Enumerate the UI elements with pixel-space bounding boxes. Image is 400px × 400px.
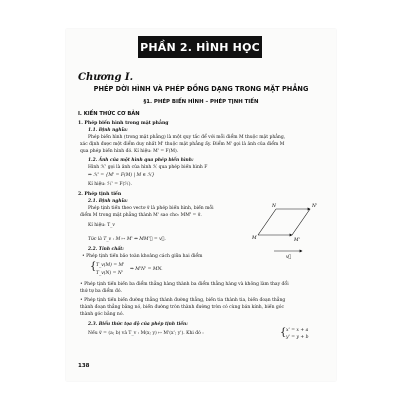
translation-prop-line: thành góc bằng nó. [80, 312, 124, 317]
translation-prop-heading: 2.2. Tính chất: [88, 247, 124, 252]
translation-prop-line: thứ tự ba điểm đó. [80, 289, 122, 294]
translation-coord-heading: 2.3. Biểu thức tọa độ của phép tịnh tiến: [88, 322, 188, 327]
transform-def-line: Phép biến hình (trong mặt phẳng) là một quy tắc để với mỗi điểm M thuộc mặt phẳng, [88, 135, 286, 140]
segment-MN [258, 209, 276, 235]
transform-image-heading: 1.2. Ảnh của một hình qua phép biến hình: [88, 158, 194, 163]
label-v: v⃗ [286, 255, 292, 259]
translation-formula: Tức là T_v : M ↦ M' ⇔ MM'⃗ = v⃗. [88, 237, 166, 242]
transform-image-notation: Kí hiệu: ℋ' = F(ℋ). [88, 182, 132, 187]
translation-prop-line: • Phép tịnh tiến biến đường thẳng thành đường thẳng, biến tia thành tia, biến đoạn thẳng [80, 298, 286, 303]
translation-prop-line: • Phép tịnh tiến biến ba điểm thẳng hàng thành ba điểm thẳng hàng và không làm thay đổi [80, 282, 289, 287]
part-banner: PHẦN 2. HÌNH HỌC [138, 36, 262, 58]
transform-def-heading: 1.1. Định nghĩa: [88, 128, 128, 133]
translation-figure [244, 201, 324, 259]
transform-image-line: Hình ℋ' gọi là ảnh của hình ℋ qua phép biến hình F [88, 165, 208, 170]
transform-image-formula: ⇔ ℋ' = {M' = F(M) | M ∈ ℋ} [88, 173, 155, 178]
section-title: §1. PHÉP BIẾN HÌNH – PHÉP TỊNH TIẾN [143, 99, 259, 105]
transform-heading: 1. Phép biến hình trong mặt phẳng [78, 121, 169, 126]
coord-brace: { [280, 327, 287, 338]
chapter-label: Chương I. [78, 72, 134, 83]
translation-def-heading: 2.1. Định nghĩa: [88, 199, 128, 204]
coord-system-line: y' = y + b [286, 335, 309, 340]
translation-coord-line: Nếu v⃗ = (a; b) và T_v : M(x; y) ↦ M'(x'; y'). Khi đó : [88, 331, 204, 336]
translation-prop-line: thành đoạn thẳng bằng nó, biến đường tròn thành đường tròn có cùng bán kính, biến góc [80, 305, 285, 310]
label-M: M [252, 236, 257, 241]
chapter-title: PHÉP DỜI HÌNH VÀ PHÉP ĐỒNG DẠNG TRONG MẶT PHẲNG [93, 85, 309, 93]
label-N: N [272, 204, 276, 209]
theory-heading: I. KIẾN THỨC CƠ BẢN [78, 111, 140, 117]
system-line: T_v(M) = M' [96, 263, 125, 268]
translation-def-line: điểm M trong mặt phẳng thành M' sao cho: MM'⃗ = v⃗. [80, 213, 202, 218]
transform-def-line: xác định được một điểm duy nhất M' thuộc mặt phẳng ấy. Điểm M' gọi là ảnh của điểm M [80, 142, 285, 147]
system-result: ⇒ M'N' = MN. [130, 267, 163, 272]
coord-system-line: x' = x + a [286, 328, 309, 333]
translation-heading: 2. Phép tịnh tiến [78, 192, 122, 197]
transform-def-line: qua phép biến hình đó. Kí hiệu: M' = F(M). [80, 149, 179, 154]
translation-prop-intro: • Phép tịnh tiến bảo toàn khoảng cách giữa hai điểm [82, 254, 203, 259]
label-M-prime: M' [294, 238, 300, 243]
system-line: T_v(N) = N' [96, 271, 124, 276]
system-brace: { [90, 261, 97, 272]
segment-M-prime-N-prime [292, 209, 310, 235]
page-number: 138 [78, 363, 90, 369]
label-N-prime: N' [312, 204, 318, 209]
translation-def-line: Phép tịnh tiến theo vectơ v⃗ là phép biến hình, biến mỗi [88, 206, 214, 211]
book-page [66, 29, 336, 381]
translation-notation: Kí hiệu: T_v [88, 223, 115, 228]
